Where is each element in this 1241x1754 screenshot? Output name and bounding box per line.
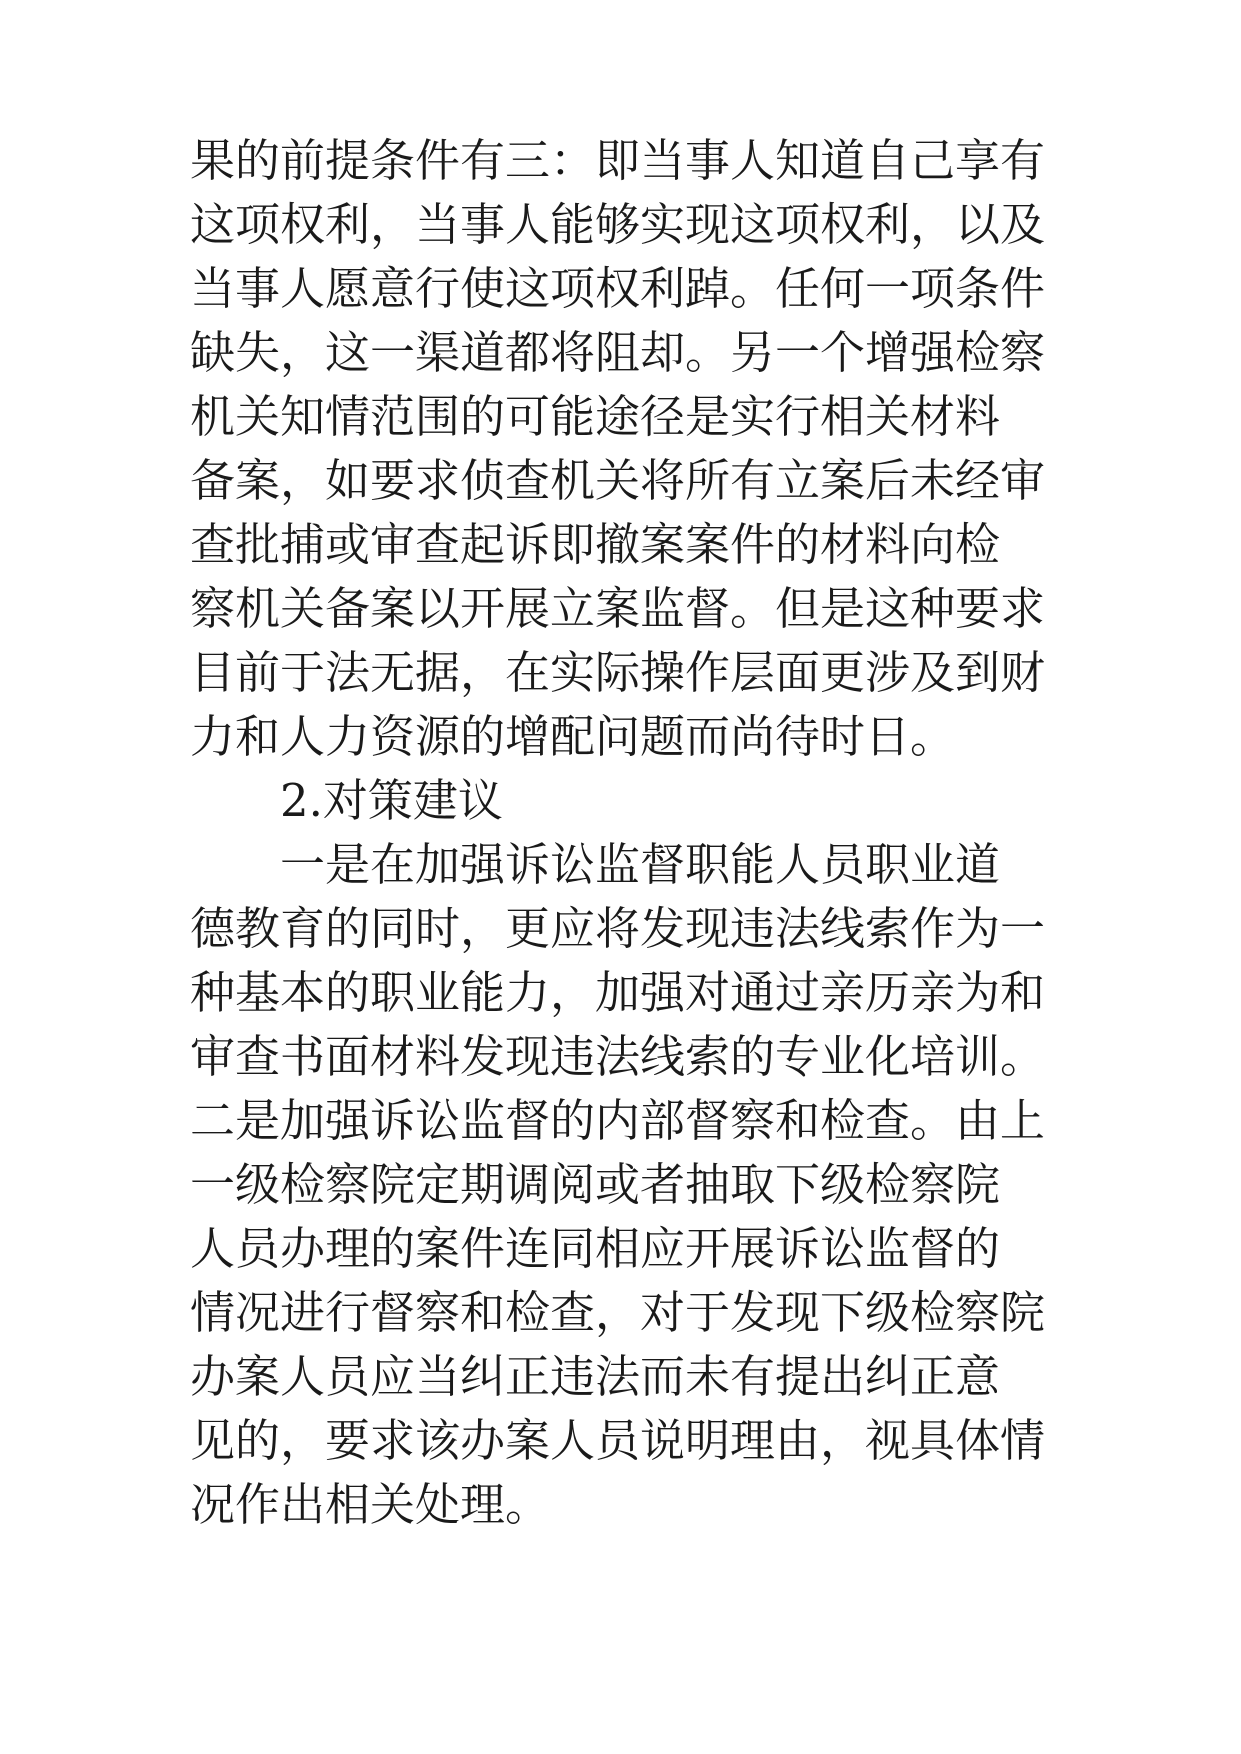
text-line-13: 德教育的同时，更应将发现违法线索作为一 [190,902,1046,955]
section-heading: 2.对策建议 [280,774,503,827]
text-line-9: 目前于法无据，在实际操作层面更涉及到财 [190,646,1046,699]
text-line-18: 人员办理的案件连同相应开展诉讼监督的 [190,1222,1001,1275]
text-line-1: 果的前提条件有三：即当事人知道自己享有 [190,134,1046,187]
text-line-8: 察机关备案以开展立案监督。但是这种要求 [190,582,1046,635]
text-line-22: 况作出相关处理。 [190,1478,551,1531]
text-line-15: 审查书面材料发现违法线索的专业化培训。 [190,1030,1046,1083]
text-line-6: 备案，如要求侦查机关将所有立案后未经审 [190,454,1046,507]
text-line-16: 二是加强诉讼监督的内部督察和检查。由上 [190,1094,1046,1147]
text-line-3: 当事人愿意行使这项权利踔。任何一项条件 [190,262,1046,315]
text-line-12: 一是在加强诉讼监督职能人员职业道 [280,838,1001,891]
text-line-21: 见的，要求该办案人员说明理由，视具体情 [190,1414,1046,1467]
text-line-19: 情况进行督察和检查，对于发现下级检察院 [190,1286,1046,1339]
text-line-20: 办案人员应当纠正违法而未有提出纠正意 [190,1350,1001,1403]
text-line-5: 机关知情范围的可能途径是实行相关材料 [190,390,1001,443]
text-line-10: 力和人力资源的增配问题而尚待时日。 [190,710,956,763]
text-line-2: 这项权利，当事人能够实现这项权利，以及 [190,198,1046,251]
text-line-14: 种基本的职业能力，加强对通过亲历亲为和 [190,966,1046,1019]
text-line-4: 缺失，这一渠道都将阻却。另一个增强检察 [190,326,1046,379]
text-line-7: 查批捕或审查起诉即撤案案件的材料向检 [190,518,1001,571]
text-line-17: 一级检察院定期调阅或者抽取下级检察院 [190,1158,1001,1211]
